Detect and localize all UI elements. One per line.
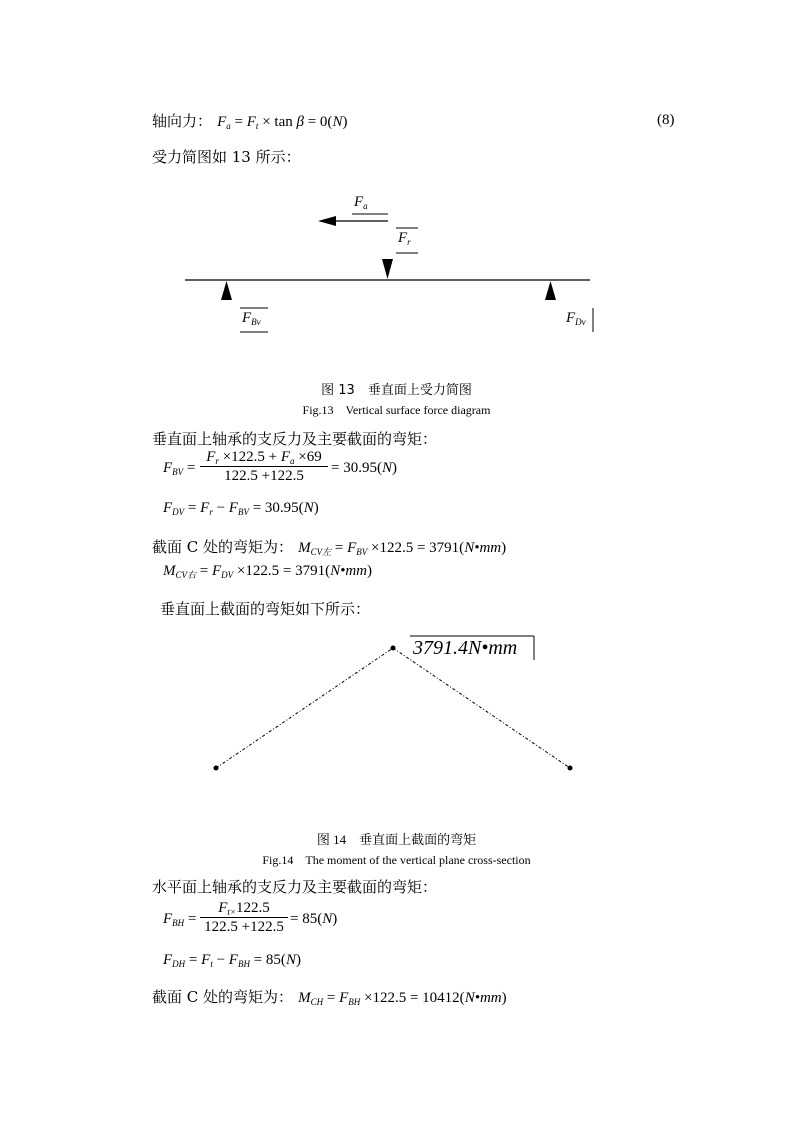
fbv-fraction: $F_r \times 122.5 + F_a \times 69$ 122.5 +122.5	[200, 449, 328, 485]
moment-intro: 垂直面上截面的弯矩如下所示：	[160, 600, 371, 618]
moment-point-c	[391, 646, 396, 651]
mcv-left-line: 截面 C 处的弯矩为： $M_{CV左} = F_{BV} \times 122.5$ = 3791(N•mm)	[152, 538, 507, 557]
fdv-equation: $F_{DV} = F_r - F_{BV} = 30.95(N)$	[163, 500, 319, 517]
fbh-lhs: $F_{BH}$ =	[163, 911, 197, 928]
moment-point-d	[568, 766, 573, 771]
fbv-lhs: $F_{BV}$ =	[163, 460, 196, 477]
fig13-caption-en: Fig.13 Vertical surface force diagram	[302, 403, 491, 417]
fig13-caption-cn: 图 13 垂直面上受力简图	[321, 383, 472, 398]
fdv-label: $F_{Dv}$	[566, 310, 586, 327]
moment-right-slope	[393, 648, 570, 768]
fbv-label: $F_{Bv}$	[242, 310, 261, 327]
fig13-intro: 受力简图如 13 所示：	[152, 148, 301, 166]
fr-label: $F_r$	[398, 230, 411, 247]
fig14-caption-en: Fig.14 The moment of the vertical plane cross-section	[262, 853, 531, 867]
moment-left-slope	[216, 648, 393, 768]
eq8-formula: $F_a = F_t \times \tan \beta = 0(N)$	[217, 114, 348, 131]
fbv-result: = 30.95(N)	[331, 460, 397, 476]
mch-line: 截面 C 处的弯矩为： $M_{CH} = F_{BH} \times 122.5$ = 10412(N•mm)	[152, 988, 507, 1007]
fig14-caption-cn: 图 14 垂直面上截面的弯矩	[316, 832, 477, 847]
fa-label: $F_a$	[354, 194, 368, 211]
eq8-number: (8)	[657, 112, 675, 128]
vertical-heading: 垂直面上轴承的支反力及主要截面的弯矩：	[152, 430, 438, 448]
eq8-label: 轴向力：	[152, 112, 213, 130]
moment-point-b	[214, 766, 219, 771]
fbh-fraction: $F_{t\times}122.5$ 122.5 +122.5	[200, 900, 288, 936]
fbh-result: = 85(N)	[290, 911, 338, 927]
fdh-equation: $F_{DH} = F_t - F_{BH} = 85(N)$	[163, 952, 301, 969]
horizontal-heading: 水平面上轴承的支反力及主要截面的弯矩：	[152, 878, 438, 896]
moment-peak-label: 3791.4N•mm	[413, 637, 518, 659]
mcv-right-line: $M_{CV右} = F_{DV} \times 122.5$ = 3791(N•mm)	[163, 563, 372, 580]
